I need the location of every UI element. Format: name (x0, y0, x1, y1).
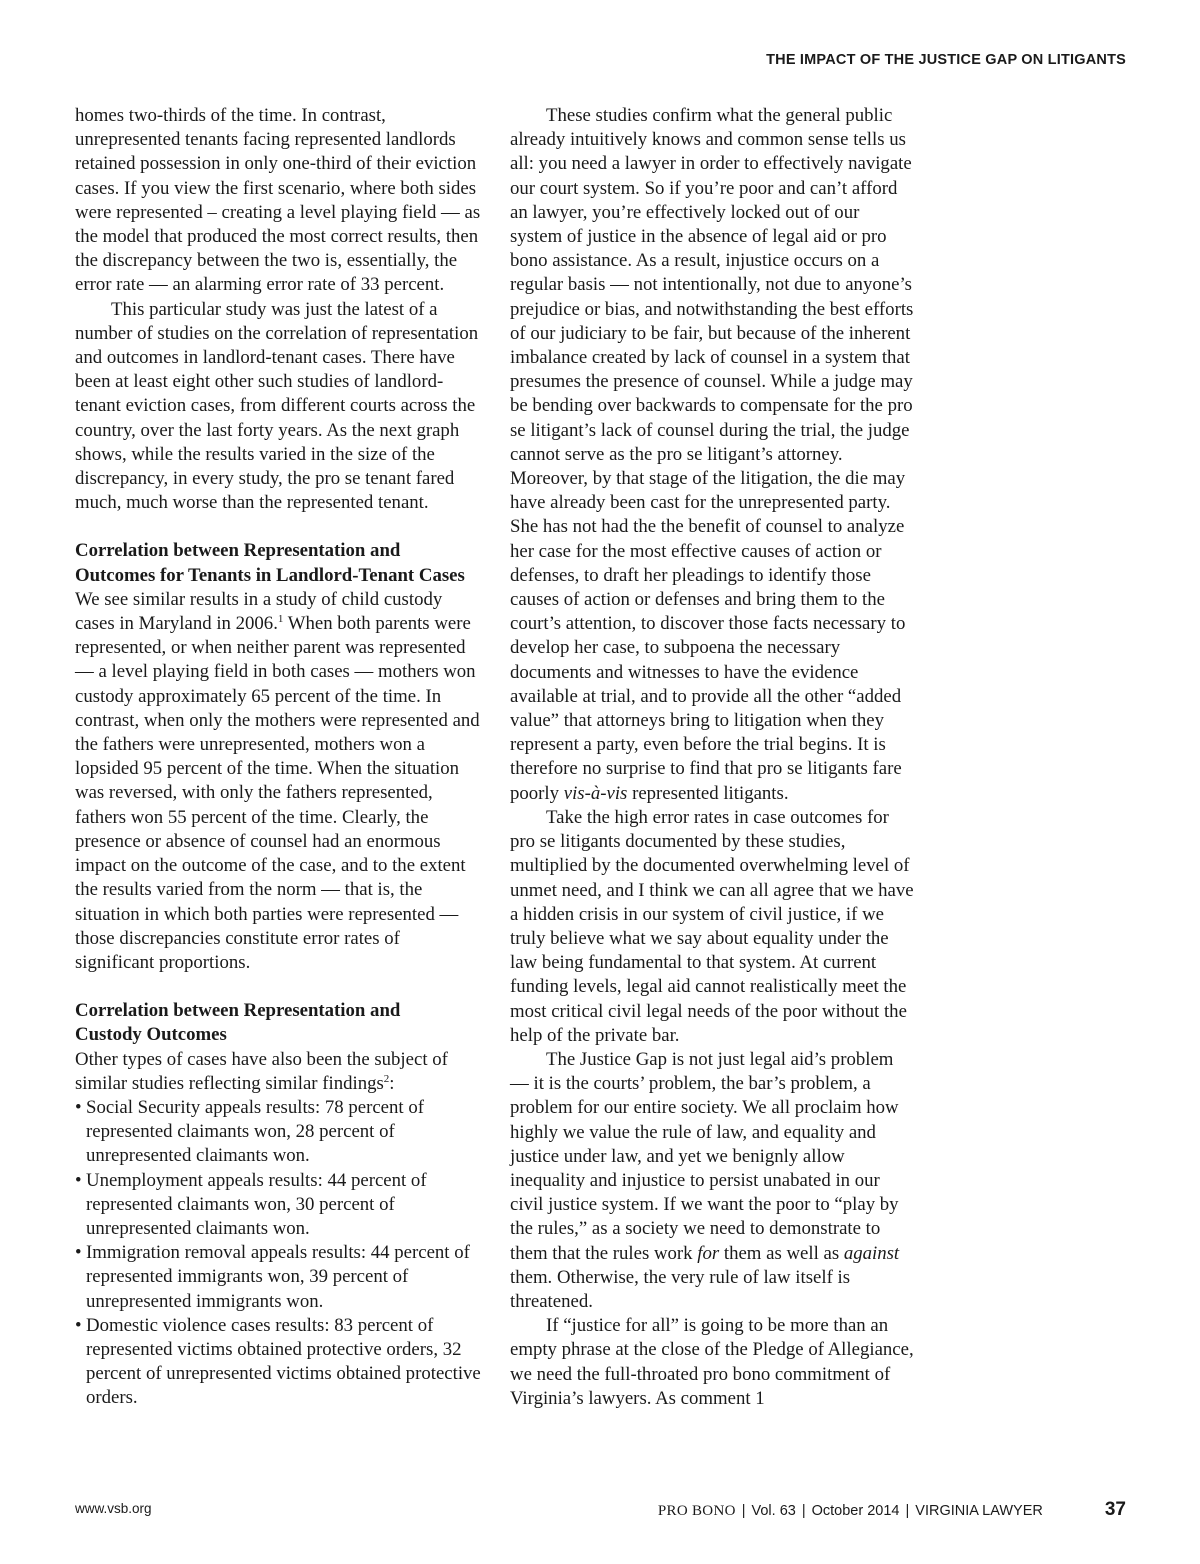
paragraph: If “justice for all” is going to be more than an empty phrase at the close of the Pledge of Allegiance, we need the full-throated pro bono commitment of Virginia’s lawyers. As comment 1 (510, 1315, 914, 1409)
right-column (510, 104, 915, 1411)
paragraph (510, 1048, 915, 1314)
bullet-icon: • (75, 1314, 82, 1336)
paragraph: homes two-thirds of the time. In contrast, unrepresented tenants facing represented landlords retained possession in only one-third of their eviction cases. If you view the first scenario, where both sides were represented – creating a level playing field — as the model that produced the most correct results, then the discrepancy between the two is, essentially, the error rate — an alarming error rate of 33 percent. (75, 105, 481, 296)
footer-separator: | (801, 1503, 806, 1519)
bullet-icon: • (75, 1096, 82, 1118)
page-number: 37 (1104, 1499, 1126, 1520)
footer-separator: | (741, 1503, 746, 1519)
paragraph-text: represented litigants. (627, 782, 789, 804)
list-item-text: Social Security appeals results: 78 percent of represented claimants won, 28 percent of unrepresented claimants won. (86, 1096, 424, 1167)
emphasis: for (697, 1242, 720, 1264)
footnote-ref: 1 (277, 613, 284, 626)
heading-line: Correlation between Representation and (75, 1000, 401, 1022)
footer-publication: VIRGINIA LAWYER (915, 1503, 1043, 1519)
emphasis: against (843, 1242, 900, 1264)
heading-line: Correlation between Representation and (75, 540, 401, 562)
list-item (75, 1096, 483, 1169)
heading-line: Outcomes for Tenants in Landlord-Tenant Cases (75, 564, 465, 586)
heading-line: Custody Outcomes (75, 1024, 227, 1046)
section-heading-custody-outcomes (75, 999, 483, 1047)
paragraph-text: We see similar results in a study of child custody cases in Maryland in 2006. (75, 588, 443, 635)
footer-separator: | (905, 1503, 910, 1519)
list-item (75, 1241, 483, 1314)
paragraph: This particular study was just the latest of a number of studies on the correlation of representation and outcomes in landlord-tenant cases. There have been at least eight other such studies of landlord-tenant eviction cases, from different courts across the country, over the last forty years. As the next graph shows, while the results varied in the size of the discrepancy, in every study, the pro se tenant fared much, much worse than the represented tenant. (75, 298, 479, 514)
footnote-ref: 2 (383, 1072, 390, 1085)
list-item-text: Immigration removal appeals results: 44 percent of represented immigrants won, 39 percent of unrepresented immigrants won. (86, 1242, 470, 1312)
bullet-icon: • (75, 1169, 82, 1191)
section-heading-tenant-outcomes (75, 539, 483, 587)
paragraph-text: them. Otherwise, the very rule of law itself is threatened. (510, 1266, 851, 1312)
footer-publication-info (658, 1499, 1126, 1521)
list-item-text: Unemployment appeals results: 44 percent of represented claimants won, 30 percent of unrepresented claimants won. (86, 1169, 427, 1239)
paragraph-text: When both parents were represented, or when neither parent was represented — a level playing field in both cases — mothers won custody approximately 65 percent of the time. In contrast, when only the mothers were represented and the fathers were unrepresented, mothers won a lopsided 95 percent of the time. When the situation was reversed, with only the fathers represented, fathers won 55 percent of the time. Clearly, the presence or absence of counsel had an enormous impact on the outcome of the case, and to the extent the results varied from the norm — that is, the situation in which both parties were represented — those discrepancies constitute error rates of significant proportions. (75, 613, 480, 973)
emphasis: vis-à-vis (563, 782, 628, 804)
paragraph (75, 1048, 483, 1096)
list-item-text: Domestic violence cases results: 83 percent of represented victims obtained protective orders, 32 percent of unrepresented victims obtained protective orders. (86, 1314, 481, 1409)
paragraph (510, 104, 915, 806)
paragraph-text: Other types of cases have also been the subject of similar studies reflecting similar findings (75, 1048, 448, 1094)
left-column (75, 104, 483, 1411)
paragraph (75, 588, 483, 975)
footer-section: PRO BONO (657, 1503, 736, 1519)
paragraph-text: them as well as (719, 1242, 844, 1264)
paragraph-text: : (389, 1072, 395, 1094)
footer-date: October 2014 (811, 1503, 900, 1519)
footer-website: www.vsb.org (75, 1501, 152, 1516)
list-item (75, 1169, 483, 1242)
paragraph-text: These studies confirm what the general public already intuitively knows and common sense tells us all: you need a lawyer in order to effectively navigate our court system. So if you’re poor and can’t afford an lawyer, you’re effectively locked out of our system of justice in the absence of legal aid or pro bono assistance. As a result, injustice occurs on a regular basis — not intentionally, not due to anyone’s prejudice or bias, and notwithstanding the best efforts of our judiciary to be fair, but because of the inherent imbalance created by lack of counsel in a system that presumes the presence of counsel. While a judge may be bending over backwards to compensate for the pro se litigant’s lack of counsel during the trial, the judge cannot serve as the pro se litigant’s attorney. Moreover, by that stage of the litigation, the die may have already been cast for the unrepresented party. She has not had the the benefit of counsel to analyze her case for the most effective causes of action or defenses, to draft her pleadings to identify those causes of action or defenses and bring them to the court’s attention, to discover those facts necessary to develop her case, to subpoena the necessary documents and witnesses to have the evidence available at trial, and to provide all the other “added value” that attorneys bring to litigation when they represent a party, even before the trial begins. It is therefore no surprise to find that pro se litigants fare poorly (510, 105, 914, 804)
bullet-icon: • (75, 1242, 82, 1264)
running-head: THE IMPACT OF THE JUSTICE GAP ON LITIGANTS (766, 52, 1126, 68)
findings-list (75, 1096, 483, 1411)
list-item (75, 1314, 483, 1411)
paragraph-text: The Justice Gap is not just legal aid’s problem — it is the courts’ problem, the bar’s problem, a problem for our entire society. We all proclaim how highly we value the rule of law, and equality and justice under law, and yet we benignly allow inequality and injustice to persist unabated in our civil justice system. If we want the poor to “play by the rules,” as a society we need to demonstrate to them that the rules work (510, 1048, 899, 1264)
footer-volume: Vol. 63 (751, 1503, 796, 1519)
paragraph: Take the high error rates in case outcomes for pro se litigants documented by these studies, multiplied by the documented overwhelming level of unmet need, and I think we can all agree that we have a hidden crisis in our system of civil justice, if we truly believe what we say about equality under the law being fundamental to that system. At current funding levels, legal aid cannot realistically meet the most critical civil legal needs of the poor without the help of the private bar. (510, 806, 914, 1046)
